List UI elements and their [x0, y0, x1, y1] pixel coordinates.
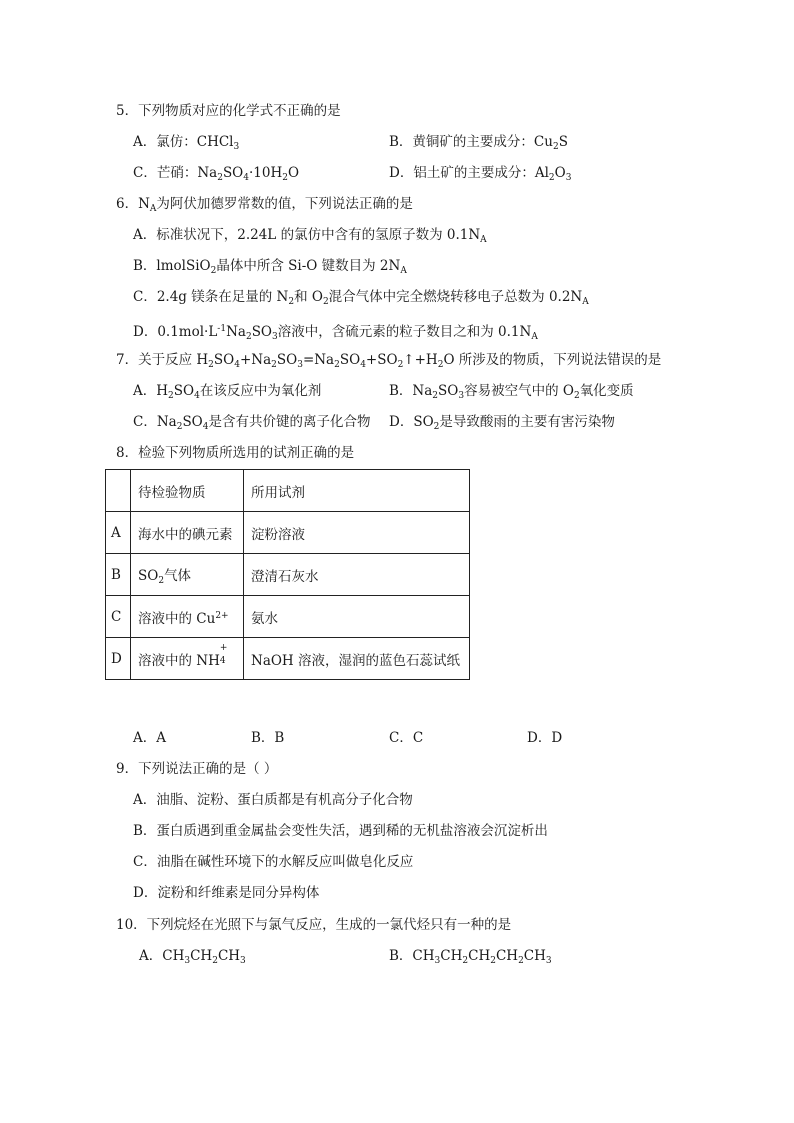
q6-option-d: D．$0.1mol\cdot L^{-1}Na_2SO_3$溶液中，含硫元素的粒子数目之和为 $0.1N_A$ — [133, 324, 538, 342]
table-row — [106, 638, 470, 680]
q8-option-d: D．D — [527, 730, 563, 746]
substance-cell: 海水中的碘元素 — [131, 512, 244, 554]
substance-cell: 溶液中的 NH + 4 — [131, 638, 244, 680]
q6-option-b: B．lmolSiO$_2$晶体中所含 Si-O 键数目为 $2N_A$ — [133, 258, 407, 276]
row-label: B — [106, 554, 131, 596]
q5-option-a: A．氯仿：CHCl$_3$ — [133, 134, 240, 152]
q6-option-a: A．标准状况下，2.24L 的氯仿中含有的氢原子数为 $0.1N_A$ — [133, 227, 487, 245]
q10-option-b: B．$CH_3CH_2CH_2CH_2CH_3$ — [389, 948, 552, 966]
q9-option-d: D．淀粉和纤维素是同分异构体 — [133, 885, 320, 901]
q9-option-a: A．油脂、淀粉、蛋白质都是有机高分子化合物 — [133, 792, 413, 808]
substance-cell: $SO_2$气体 — [131, 554, 244, 596]
q5-option-c: C．芒硝：$Na_2SO_4\cdot 10H_2O$ — [133, 165, 300, 183]
table-header-cell: 待检验物质 — [131, 470, 244, 512]
table-row — [106, 512, 470, 554]
row-label: A — [106, 512, 131, 554]
row-label: C — [106, 596, 131, 638]
q6-option-c: C．2.4g 镁条在足量的 $N_2$和 $O_2$混合气体中完全燃烧转移电子总数为 $0.2N_A$ — [133, 289, 589, 307]
q5-option-b: B．黄铜矿的主要成分：$Cu_2S$ — [389, 134, 568, 152]
reagent-cell: 淀粉溶液 — [244, 512, 470, 554]
q7-option-c: C．$Na_2SO_4$是含有共价键的离子化合物 — [133, 414, 371, 432]
q5-stem: 5．下列物质对应的化学式不正确的是 — [116, 103, 341, 119]
reagent-cell: 澄清石灰水 — [244, 554, 470, 596]
q8-option-b: B．B — [251, 730, 285, 746]
q7-option-a: A．$H_2SO_4$在该反应中为氧化剂 — [133, 383, 322, 401]
q9-option-c: C．油脂在碱性环境下的水解反应叫做皂化反应 — [133, 854, 414, 870]
table-header-cell — [106, 470, 131, 512]
q8-option-a: A．A — [133, 730, 166, 746]
table-header-row — [106, 470, 470, 512]
reagent-cell: 氨水 — [244, 596, 470, 638]
q8-option-c: C．C — [389, 730, 424, 746]
q7-option-b: B．$Na_2SO_3$容易被空气中的 $O_2$氧化变质 — [389, 383, 634, 401]
reagent-cell: NaOH 溶液，湿润的蓝色石蕊试纸 — [244, 638, 470, 680]
substance-cell: 溶液中的 $Cu^{2+}$ — [131, 596, 244, 638]
q7-option-d: D．$SO_2$是导致酸雨的主要有害污染物 — [389, 414, 615, 432]
q7-stem: 7．关于反应 $H_2SO_4+Na_2SO_3=Na_2SO_4+SO_2↑+H_2O$ 所涉及的物质，下列说法错误的是 — [116, 352, 662, 370]
q9-stem: 9．下列说法正确的是（ ） — [116, 761, 278, 777]
q8-table — [105, 469, 470, 680]
q5-option-d: D．铝土矿的主要成分：$Al_2O_3$ — [389, 165, 572, 183]
table-row — [106, 554, 470, 596]
q10-stem: 10．下列烷烃在光照下与氯气反应，生成的一氯代烃只有一种的是 — [116, 917, 512, 933]
q8-stem: 8．检验下列物质所选用的试剂正确的是 — [116, 445, 355, 461]
table-row — [106, 596, 470, 638]
q9-option-b: B．蛋白质遇到重金属盐会变性失活，遇到稀的无机盐溶液会沉淀析出 — [133, 823, 548, 839]
q6-stem: 6．$N_A$为阿伏加德罗常数的值，下列说法正确的是 — [116, 196, 413, 214]
q10-option-a: A．$CH_3CH_2CH_3$ — [139, 948, 246, 966]
table-header-cell: 所用试剂 — [244, 470, 470, 512]
row-label: D — [106, 638, 131, 680]
